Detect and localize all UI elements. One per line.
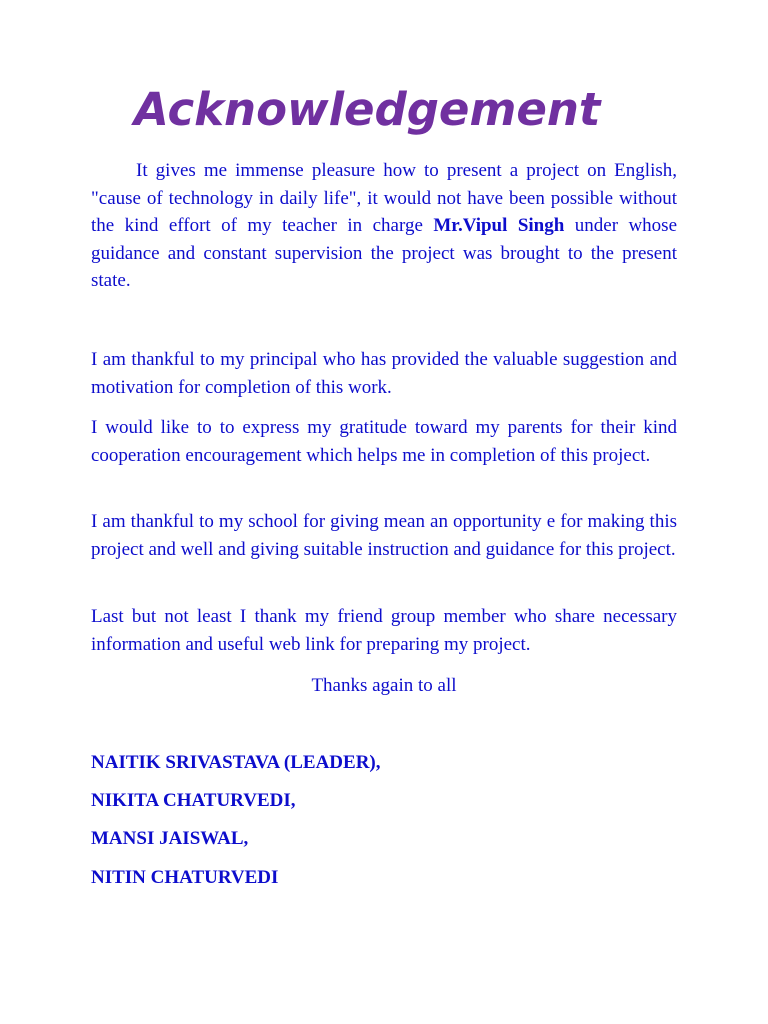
paragraph-friends: Last but not least I thank my friend group member who share necessary information and useful web link for preparing my project. xyxy=(91,606,677,655)
member-name: NITIN CHATURVEDI xyxy=(91,867,279,888)
paragraph-school: I am thankful to my school for giving mean an opportunity e for making this project and well and giving suitable instruction and guidance for this project. xyxy=(91,511,677,560)
paragraph-intro-text-end: under whose guidance and constant supervision the project was brought to the present state. xyxy=(91,215,678,291)
paragraph-principal: I am thankful to my principal who has provided the valuable suggestion and motivation for completion of this work. xyxy=(91,349,677,398)
paragraph-parents: I would like to to express my gratitude toward my parents for their kind cooperation encouragement which helps me in completion of this project. xyxy=(91,417,677,466)
closing-line: Thanks again to all xyxy=(311,675,457,696)
member-name: NIKITA CHATURVEDI, xyxy=(91,790,296,811)
paragraph-intro-text-start: It gives me immense pleasure how to present a project on English, "cause of technology in daily life", it would not have been possible without the kind effort of my teacher in charge xyxy=(91,160,677,236)
page-title: Acknowledgement xyxy=(134,83,601,136)
member-name: MANSI JAISWAL, xyxy=(91,828,249,849)
teacher-name: Mr.Vipul Singh xyxy=(433,215,565,236)
paragraph-intro xyxy=(91,157,677,295)
member-name: NAITIK SRIVASTAVA (LEADER), xyxy=(91,752,381,773)
